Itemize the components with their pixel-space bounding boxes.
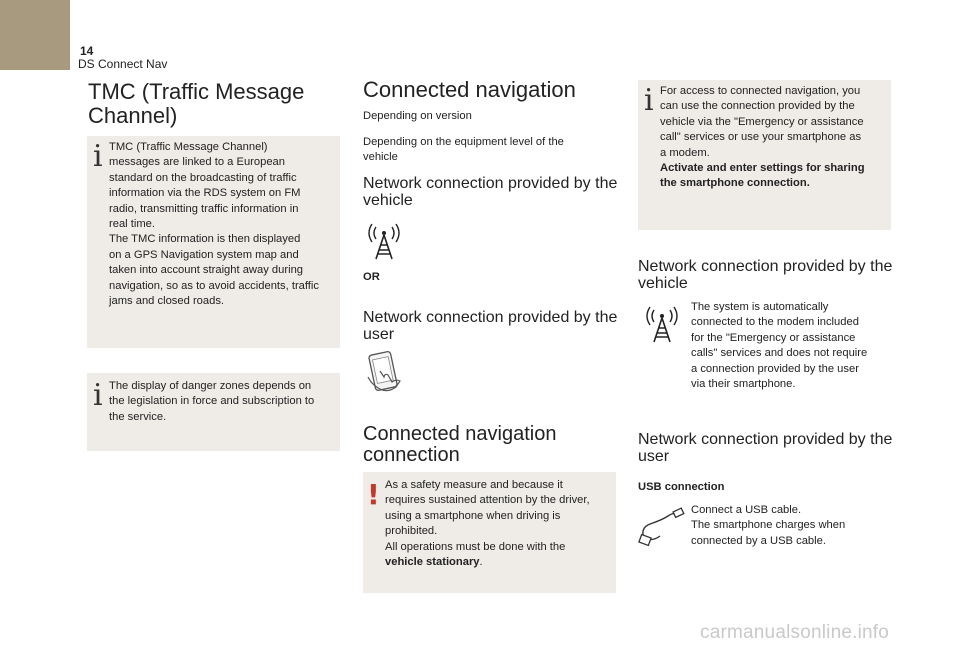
or-label: OR	[363, 271, 380, 283]
access-info-text: For access to connected navigation, you can use the connection provided by the vehicle via the "Emergency or assistance call" services or use your smartphone as a modem. Activate and enter settings for sharing the smartphone connection.	[660, 85, 865, 190]
usb-cable-icon	[638, 508, 684, 548]
antenna-icon	[645, 305, 679, 345]
safety-warning-text: As a safety measure and because it requires sustained attention by the driver, using a smartphone when driving is prohibited. All operations must be done with the vehicle stationary.	[385, 479, 590, 569]
info-icon: i	[93, 139, 103, 174]
page-section: DS Connect Nav	[78, 57, 168, 71]
connected-navigation-title: Connected navigation	[363, 77, 576, 102]
warning-icon: !	[367, 478, 380, 511]
chapter-tab	[0, 0, 70, 70]
antenna-icon	[367, 222, 401, 262]
access-info-box	[638, 80, 891, 230]
usb-connection-text: Connect a USB cable. The smartphone charges when connected by a USB cable.	[691, 504, 846, 547]
info-icon: i	[644, 83, 654, 118]
tmc-info-box	[87, 136, 340, 348]
depending-version: Depending on version	[363, 110, 472, 122]
vehicle-connection-heading: Network connection provided by the vehicle	[363, 175, 618, 209]
watermark: carmanualsonline.info	[700, 622, 890, 643]
tmc-info-text: TMC (Traffic Message Channel) messages are linked to a European standard on the broadcasting of traffic information via the RDS system on FM radio, transmitting traffic information in real time. The TMC information is then displayed on a GPS Navigation system map and taken into account straight away during navigation, so as to avoid accidents, traffic jams and closed roads.	[109, 141, 319, 308]
user-connection-heading: Network connection provided by the user	[363, 309, 618, 343]
user-connection-heading-2: Network connection provided by the user	[638, 431, 893, 465]
vehicle-connection-text: The system is automatically connected to the modem included for the "Emergency or assistance calls" services and does not require a connection provided by the user via their smartphone.	[691, 301, 868, 391]
tmc-title: TMC (Traffic Message Channel)	[88, 79, 305, 128]
page-number: 14	[80, 44, 94, 58]
info-icon: i	[93, 378, 103, 413]
danger-zones-box	[87, 373, 340, 451]
safety-warning-box	[363, 472, 616, 593]
vehicle-connection-heading-2: Network connection provided by the vehicle	[638, 258, 893, 292]
depending-equipment: Depending on the equipment level of the vehicle	[363, 136, 564, 164]
smartphone-icon	[366, 351, 408, 397]
connection-title: Connected navigation connection	[363, 423, 557, 466]
danger-zones-text: The display of danger zones depends on the legislation in force and subscription to the service.	[109, 380, 315, 423]
usb-connection-heading: USB connection	[638, 481, 725, 493]
